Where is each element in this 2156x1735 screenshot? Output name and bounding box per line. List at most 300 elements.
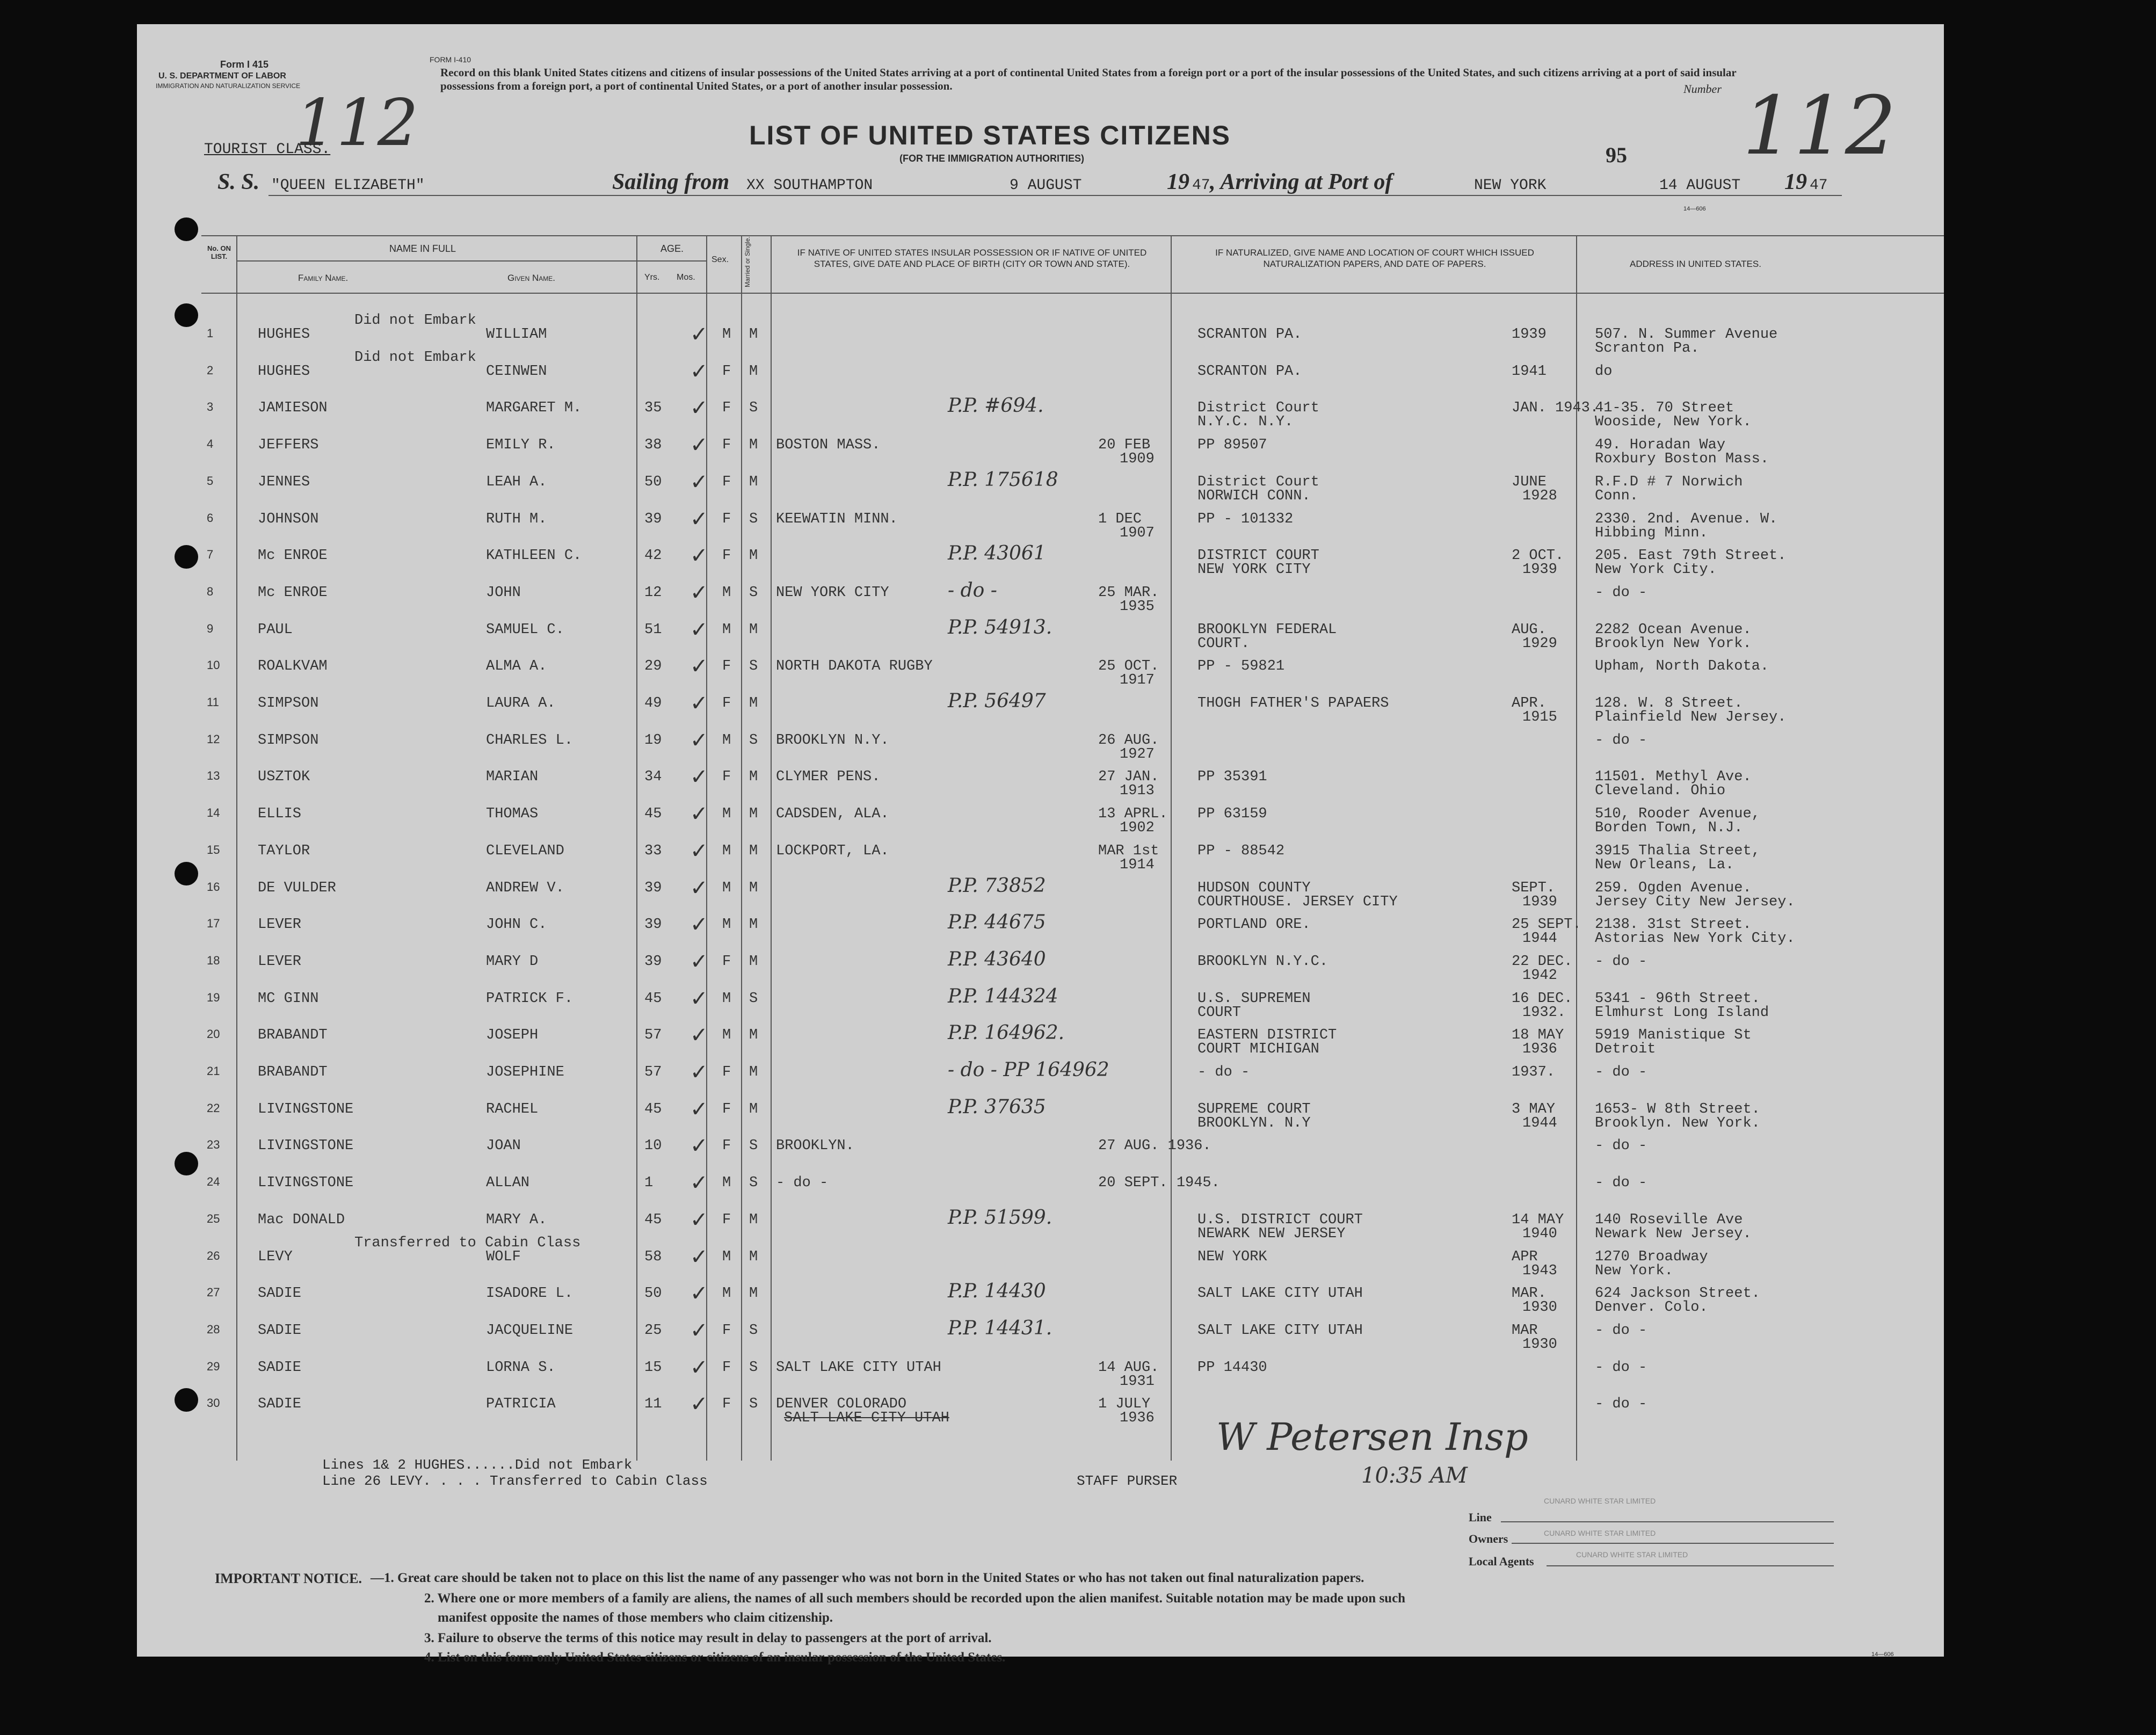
sex: M — [722, 843, 731, 859]
family-name: Mac DONALD — [258, 1211, 345, 1228]
table-row — [137, 1128, 1944, 1165]
family-name: SADIE — [258, 1396, 302, 1413]
sex: M — [722, 732, 731, 749]
birth-date: 1 JULY — [1098, 1396, 1151, 1413]
sex: F — [722, 1101, 731, 1117]
given-name: PATRICK F. — [486, 990, 574, 1007]
address-line-2: New York. — [1595, 1262, 1673, 1279]
checkmark-icon: ✓ — [690, 875, 708, 901]
court-line-2: NORWICH CONN. — [1197, 488, 1311, 504]
checkmark-icon: ✓ — [690, 1023, 708, 1048]
footer-note-1: Lines 1& 2 HUGHES......Did not Embark — [322, 1457, 633, 1473]
address: - do - — [1595, 953, 1647, 970]
address-line-2: Astorias New York City. — [1595, 931, 1795, 947]
birth-place-struck: SALT LAKE CITY UTAH — [784, 1410, 949, 1427]
family-name: SADIE — [258, 1359, 302, 1376]
table-row — [137, 1018, 1944, 1058]
birth-place: NEW YORK CITY — [776, 584, 889, 601]
marital-status: M — [749, 917, 758, 933]
passport-number: P.P. 51599. — [948, 1206, 1052, 1229]
sex: M — [722, 917, 731, 933]
notice-2a: 2. Where one or more members of a family are aliens, the names of all such members should be recorded upon the alien manifest. Suitable notation may be made upon such — [424, 1591, 1406, 1606]
given-name: LAURA A. — [486, 695, 556, 712]
checkmark-icon: ✓ — [690, 1207, 708, 1232]
given-name: MARIAN — [486, 769, 539, 786]
given-name: RACHEL — [486, 1101, 539, 1117]
header-sex: Sex. — [712, 255, 729, 264]
family-name: ROALKVAM — [258, 658, 328, 675]
birth-date: 13 APRL. — [1098, 806, 1168, 823]
court-date: JAN. 1943. — [1512, 400, 1599, 417]
family-name: JENNES — [258, 474, 310, 490]
birth-place: CLYMER PENS. — [776, 769, 881, 786]
family-name: LEVER — [258, 917, 302, 933]
address: R.F.D # 7 Norwich — [1595, 474, 1743, 490]
checkmark-icon: ✓ — [690, 469, 708, 495]
marital-status: M — [749, 769, 758, 786]
checkmark-icon: ✓ — [690, 1097, 708, 1122]
address-line-2: Denver. Colo. — [1595, 1300, 1708, 1316]
court-line-2: COURT — [1197, 1004, 1242, 1021]
address-line-2: Borden Town, N.J. — [1595, 820, 1743, 837]
court-line-2: COURT. — [1197, 635, 1250, 652]
sex: M — [722, 880, 731, 896]
given-name: CLEVELAND — [486, 843, 564, 859]
court: PP 14430 — [1197, 1359, 1267, 1376]
family-name: HUGHES — [258, 326, 310, 343]
address: 205. East 79th Street. — [1595, 548, 1787, 564]
table-row — [137, 427, 1944, 468]
marital-status: M — [749, 548, 758, 564]
birth-place: DENVER COLORADO — [776, 1396, 907, 1413]
age-years: 33 — [644, 843, 662, 859]
printer-code: 14—606 — [1683, 206, 1706, 212]
court-line-2: BROOKLYN. N.Y — [1197, 1115, 1311, 1131]
birth-date: 26 AUG. — [1098, 732, 1159, 749]
birth-place: KEEWATIN MINN. — [776, 511, 898, 527]
address: - do - — [1595, 1396, 1647, 1413]
row-number: 17 — [207, 917, 220, 931]
checkmark-icon: ✓ — [690, 986, 708, 1011]
address: 259. Ogden Avenue. — [1595, 880, 1752, 896]
court: EASTERN DISTRICT — [1197, 1027, 1337, 1044]
age-years: 45 — [644, 1211, 662, 1228]
table-row — [137, 870, 1944, 910]
row-number: 21 — [207, 1064, 220, 1078]
family-name: TAYLOR — [258, 843, 310, 859]
checkmark-icon: ✓ — [690, 949, 708, 974]
header-mos: Mos. — [677, 273, 695, 282]
given-name: EMILY R. — [486, 437, 556, 454]
court-date-year: 1928 — [1522, 488, 1557, 504]
birth-date-year: 1914 — [1120, 856, 1155, 873]
court-date: 1939 — [1512, 326, 1547, 343]
checkmark-icon: ✓ — [690, 765, 708, 790]
age-years: 45 — [644, 806, 662, 823]
age-years: 51 — [644, 621, 662, 638]
checkmark-icon: ✓ — [690, 1134, 708, 1159]
court-date-year: 1930 — [1522, 1300, 1557, 1316]
marital-status: M — [749, 1064, 758, 1080]
inspection-time: 10:35 AM — [1361, 1463, 1468, 1488]
punch-hole — [175, 217, 198, 241]
age-years: 45 — [644, 1101, 662, 1117]
notice-3: 3. Failure to observe the terms of this notice may result in delay to passengers at the port of arrival. — [424, 1631, 992, 1645]
address: 624 Jackson Street. — [1595, 1286, 1760, 1302]
table-row — [137, 907, 1944, 947]
sex: F — [722, 511, 731, 527]
address: - do - — [1595, 1064, 1647, 1080]
address: do — [1595, 363, 1613, 380]
table-row — [137, 981, 1944, 1021]
header-age: AGE. — [660, 243, 684, 254]
family-name: LEVY — [258, 1248, 293, 1265]
address-line-2: New Orleans, La. — [1595, 856, 1734, 873]
birth-place: BROOKLYN. — [776, 1138, 854, 1155]
family-name: SADIE — [258, 1322, 302, 1339]
age-years: 38 — [644, 437, 662, 454]
sex: F — [722, 363, 731, 380]
footer-note-2: Line 26 LEVY. . . . Transferred to Cabin Class — [322, 1473, 708, 1489]
given-name: RUTH M. — [486, 511, 547, 527]
marital-status: M — [749, 326, 758, 343]
marital-status: M — [749, 1211, 758, 1228]
row-number: 22 — [207, 1101, 220, 1115]
birth-date: MAR 1st — [1098, 843, 1159, 859]
court: BROOKLYN N.Y.C. — [1197, 953, 1329, 970]
address: 128. W. 8 Street. — [1595, 695, 1743, 712]
table-row — [137, 759, 1944, 800]
staff-purser: STAFF PURSER — [1077, 1473, 1178, 1489]
court-date-year: 1940 — [1522, 1225, 1557, 1242]
sex: F — [722, 1359, 731, 1376]
court-date: 22 DEC. — [1512, 953, 1573, 970]
row-number: 12 — [207, 732, 220, 746]
court: PP 89507 — [1197, 437, 1267, 454]
court: PP - 88542 — [1197, 843, 1285, 859]
marital-status: S — [749, 990, 758, 1007]
age-years: 49 — [644, 695, 662, 712]
age-years: 39 — [644, 917, 662, 933]
marital-status: M — [749, 1101, 758, 1117]
given-name: PATRICIA — [486, 1396, 556, 1413]
court-date-year: 1915 — [1522, 709, 1557, 725]
agents-underline — [1547, 1565, 1834, 1566]
sex: F — [722, 1322, 731, 1339]
marital-status: M — [749, 474, 758, 490]
owners-label: Owners — [1469, 1532, 1508, 1545]
address: 507. N. Summer Avenue — [1595, 326, 1778, 343]
row-annotation: Transferred to Cabin Class — [354, 1235, 581, 1251]
court-date: MAR — [1512, 1322, 1538, 1339]
age-years: 58 — [644, 1248, 662, 1265]
sex: F — [722, 400, 731, 417]
court: PP 63159 — [1197, 806, 1267, 823]
marital-status: M — [749, 1286, 758, 1302]
given-name: LORNA S. — [486, 1359, 556, 1376]
line-label: Line — [1469, 1511, 1492, 1524]
birth-date-year: 1927 — [1120, 746, 1155, 763]
checkmark-icon: ✓ — [690, 1060, 708, 1085]
header-no: No. ON LIST. — [207, 244, 231, 260]
sex: M — [722, 326, 731, 343]
checkmark-icon: ✓ — [690, 359, 708, 384]
form-number-old: FORM I-410 — [430, 55, 471, 64]
court-date: 18 MAY — [1512, 1027, 1564, 1044]
birth-date: 20 SEPT. 1945. — [1098, 1175, 1220, 1192]
row-number: 14 — [207, 806, 220, 820]
address: Upham, North Dakota. — [1595, 658, 1769, 675]
table-row — [137, 686, 1944, 725]
manifest-sheet — [137, 24, 1944, 1665]
row-number: 23 — [207, 1138, 220, 1152]
passport-number: P.P. 43061 — [948, 542, 1046, 565]
court-date-year: 1939 — [1522, 562, 1557, 578]
table-top-rule — [201, 235, 1944, 236]
sex: F — [722, 658, 731, 675]
sex: F — [722, 437, 731, 454]
court-date: 25 SEPT. — [1512, 917, 1581, 933]
family-name: SIMPSON — [258, 732, 319, 749]
row-number: 9 — [207, 621, 214, 635]
table-header-rule — [201, 293, 1944, 294]
table-row — [137, 502, 1944, 541]
age-years: 45 — [644, 990, 662, 1007]
birth-date: 27 AUG. 1936. — [1098, 1138, 1211, 1155]
court-date-year: 1936 — [1522, 1041, 1557, 1058]
court-date-year: 1943 — [1522, 1262, 1557, 1279]
marital-status: M — [749, 363, 758, 380]
passport-number: P.P. 56497 — [948, 690, 1046, 712]
court-date: 14 MAY — [1512, 1211, 1564, 1228]
marital-status: S — [749, 1396, 758, 1413]
court-date-year: 1944 — [1522, 1115, 1557, 1131]
sex: M — [722, 806, 731, 823]
checkmark-icon: ✓ — [690, 433, 708, 458]
arrive-year-prefix: 19 — [1784, 170, 1807, 194]
court: SALT LAKE CITY UTAH — [1197, 1322, 1363, 1339]
address-line-2: Roxbury Boston Mass. — [1595, 451, 1769, 468]
birth-date: 20 FEB — [1098, 437, 1151, 454]
sex: F — [722, 695, 731, 712]
sex: F — [722, 1396, 731, 1413]
name-subrule — [236, 260, 706, 262]
marital-status: M — [749, 843, 758, 859]
court-date: 1941 — [1512, 363, 1547, 380]
table-row — [137, 1055, 1944, 1091]
sex: F — [722, 769, 731, 786]
court-date-year: 1939 — [1522, 894, 1557, 910]
row-annotation: Did not Embark — [354, 349, 476, 366]
marital-status: M — [749, 953, 758, 970]
court-date-year: 1930 — [1522, 1336, 1557, 1353]
given-name: JOSEPHINE — [486, 1064, 564, 1080]
passport-number: P.P. 14431. — [948, 1317, 1052, 1339]
owners-stamp: CUNARD WHITE STAR LIMITED — [1544, 1529, 1656, 1537]
table-row — [137, 1092, 1944, 1131]
passport-number: P.P. 175618 — [948, 468, 1058, 491]
arrival-date: 14 AUGUST — [1659, 177, 1741, 194]
birth-date-year: 1917 — [1120, 672, 1155, 689]
sailing-date: 9 AUGUST — [1010, 177, 1082, 194]
family-name: Mc ENROE — [258, 584, 328, 601]
birth-date-year: 1935 — [1120, 598, 1155, 615]
inspector-signature: W Petersen Insp — [1216, 1415, 1528, 1459]
marital-status: S — [749, 1322, 758, 1339]
row-number: 24 — [207, 1175, 220, 1189]
row-number: 2 — [207, 363, 214, 377]
address-line-2: Brooklyn. New York. — [1595, 1115, 1760, 1131]
age-years: 57 — [644, 1027, 662, 1044]
court-line-2: COURTHOUSE. JERSEY CITY — [1197, 894, 1398, 910]
sex: M — [722, 621, 731, 638]
birth-date-year: 1902 — [1120, 820, 1155, 837]
given-name: LEAH A. — [486, 474, 547, 490]
given-name: JOHN — [486, 584, 521, 601]
court-date-year: 1929 — [1522, 635, 1557, 652]
address: 3915 Thalia Street, — [1595, 843, 1760, 859]
marital-status: S — [749, 1175, 758, 1192]
arriving-label: , Arriving at Port of — [1210, 170, 1393, 194]
table-row — [137, 796, 1944, 837]
court-line-2: NEWARK NEW JERSEY — [1197, 1225, 1346, 1242]
marital-status: M — [749, 880, 758, 896]
passport-number: P.P. 44675 — [948, 911, 1046, 934]
arrival-port: NEW YORK — [1474, 177, 1547, 194]
family-name: DE VULDER — [258, 880, 336, 896]
table-row — [137, 575, 1944, 615]
passport-number: P.P. 144324 — [948, 985, 1058, 1007]
birth-date-year: 1936 — [1120, 1410, 1155, 1427]
court: District Court — [1197, 400, 1319, 417]
checkmark-icon: ✓ — [690, 1171, 708, 1196]
row-number: 1 — [207, 326, 214, 340]
row-number: 27 — [207, 1286, 220, 1300]
birth-place: BROOKLYN N.Y. — [776, 732, 889, 749]
family-name: LIVINGSTONE — [258, 1138, 354, 1155]
checkmark-icon: ✓ — [690, 543, 708, 569]
age-years: 12 — [644, 584, 662, 601]
given-name: ALMA A. — [486, 658, 547, 675]
header-family: Family Name. — [298, 273, 349, 283]
birth-place: NORTH DAKOTA RUGBY — [776, 658, 933, 675]
court-date: 1937. — [1512, 1064, 1556, 1080]
court: DISTRICT COURT — [1197, 548, 1319, 564]
header-naturalized: IF NATURALIZED, GIVE NAME AND LOCATION OF COURT WHICH ISSUED NATURALIZATION PAPERS, AND DATE OF PAPERS. — [1215, 248, 1534, 269]
address: - do - — [1595, 1175, 1647, 1192]
department: U. S. DEPARTMENT OF LABOR — [158, 71, 286, 81]
court: BROOKLYN FEDERAL — [1197, 621, 1337, 638]
address: 2138. 31st Street. — [1595, 917, 1752, 933]
row-number: 28 — [207, 1322, 220, 1336]
age-years: 57 — [644, 1064, 662, 1080]
given-name: CHARLES L. — [486, 732, 574, 749]
given-name: JOAN — [486, 1138, 521, 1155]
checkmark-icon: ✓ — [690, 691, 708, 716]
sex: M — [722, 584, 731, 601]
number-label: Number — [1683, 82, 1722, 96]
row-number: 18 — [207, 953, 220, 967]
address: 140 Roseville Ave — [1595, 1211, 1743, 1228]
passport-number: P.P. 37635 — [948, 1095, 1046, 1118]
court-date: APR. — [1512, 695, 1547, 712]
sex: F — [722, 474, 731, 490]
given-name: SAMUEL C. — [486, 621, 564, 638]
table-row — [137, 1165, 1944, 1202]
age-years: 39 — [644, 953, 662, 970]
passport-number: P.P. 54913. — [948, 616, 1052, 638]
address: 11501. Methyl Ave. — [1595, 769, 1752, 786]
court-date-year: 1944 — [1522, 931, 1557, 947]
birth-place: BOSTON MASS. — [776, 437, 881, 454]
checkmark-icon: ✓ — [690, 1318, 708, 1343]
given-name: MARY D — [486, 953, 539, 970]
birth-date-year: 1907 — [1120, 525, 1155, 541]
birth-date: 14 AUG. — [1098, 1359, 1159, 1376]
notice-2b: manifest opposite the names of those members who claim citizenship. — [438, 1610, 833, 1625]
court-date: AUG. — [1512, 621, 1547, 638]
court-line-2: N.Y.C. N.Y. — [1197, 414, 1294, 431]
page-subtitle: (FOR THE IMMIGRATION AUTHORITIES) — [899, 153, 1084, 164]
passport-number: - do - — [948, 579, 997, 601]
family-name: BRABANDT — [258, 1064, 328, 1080]
table-row — [137, 833, 1944, 873]
given-name: JACQUELINE — [486, 1322, 574, 1339]
ss-label: S. S. — [217, 170, 260, 194]
court-date: JUNE — [1512, 474, 1547, 490]
family-name: ELLIS — [258, 806, 302, 823]
family-name: LEVER — [258, 953, 302, 970]
court: PP - 101332 — [1197, 511, 1294, 527]
table-row — [137, 649, 1944, 689]
age-years: 39 — [644, 511, 662, 527]
family-name: BRABANDT — [258, 1027, 328, 1044]
marital-status: S — [749, 1359, 758, 1376]
notice-4: 4. List on this form only United States citizens or citizens of an insular possession of the United States. — [424, 1650, 1006, 1665]
line-stamp: CUNARD WHITE STAR LIMITED — [1544, 1497, 1656, 1505]
sail-year-prefix: 19 — [1167, 170, 1189, 194]
table-row — [137, 723, 1944, 763]
court: SALT LAKE CITY UTAH — [1197, 1286, 1363, 1302]
address: 1270 Broadway — [1595, 1248, 1708, 1265]
birth-date-year: 1913 — [1120, 783, 1155, 800]
row-number: 26 — [207, 1248, 220, 1262]
court: SCRANTON PA. — [1197, 326, 1302, 343]
address: - do - — [1595, 1359, 1647, 1376]
form-number: Form I 415 — [220, 59, 269, 70]
court-line-2: NEW YORK CITY — [1197, 562, 1311, 578]
address-line-2: Plainfield New Jersey. — [1595, 709, 1787, 725]
checkmark-icon: ✓ — [690, 654, 708, 679]
court: PORTLAND ORE. — [1197, 917, 1311, 933]
passport-number: - do - PP 164962 — [948, 1059, 1109, 1081]
given-name: ISADORE L. — [486, 1286, 574, 1302]
family-name: JOHNSON — [258, 511, 319, 527]
table-row — [137, 944, 1944, 984]
birth-place: SALT LAKE CITY UTAH — [776, 1359, 941, 1376]
header-yrs: Yrs. — [644, 273, 660, 282]
marital-status: S — [749, 584, 758, 601]
address: 510, Rooder Avenue, — [1595, 806, 1760, 823]
page-title: LIST OF UNITED STATES CITIZENS — [749, 120, 1231, 150]
address: 49. Horadan Way — [1595, 437, 1726, 454]
agents-label: Local Agents — [1469, 1555, 1534, 1568]
age-years: 29 — [644, 658, 662, 675]
sail-year: 47 — [1192, 177, 1210, 194]
court: PP 35391 — [1197, 769, 1267, 786]
header-native: IF NATIVE OF UNITED STATES INSULAR POSSESSION OR IF NATIVE OF UNITED STATES, GIVE DATE AND PLACE OF BIRTH (CITY OR TOWN AND STATE). — [797, 248, 1147, 269]
checkmark-icon: ✓ — [690, 1355, 708, 1380]
